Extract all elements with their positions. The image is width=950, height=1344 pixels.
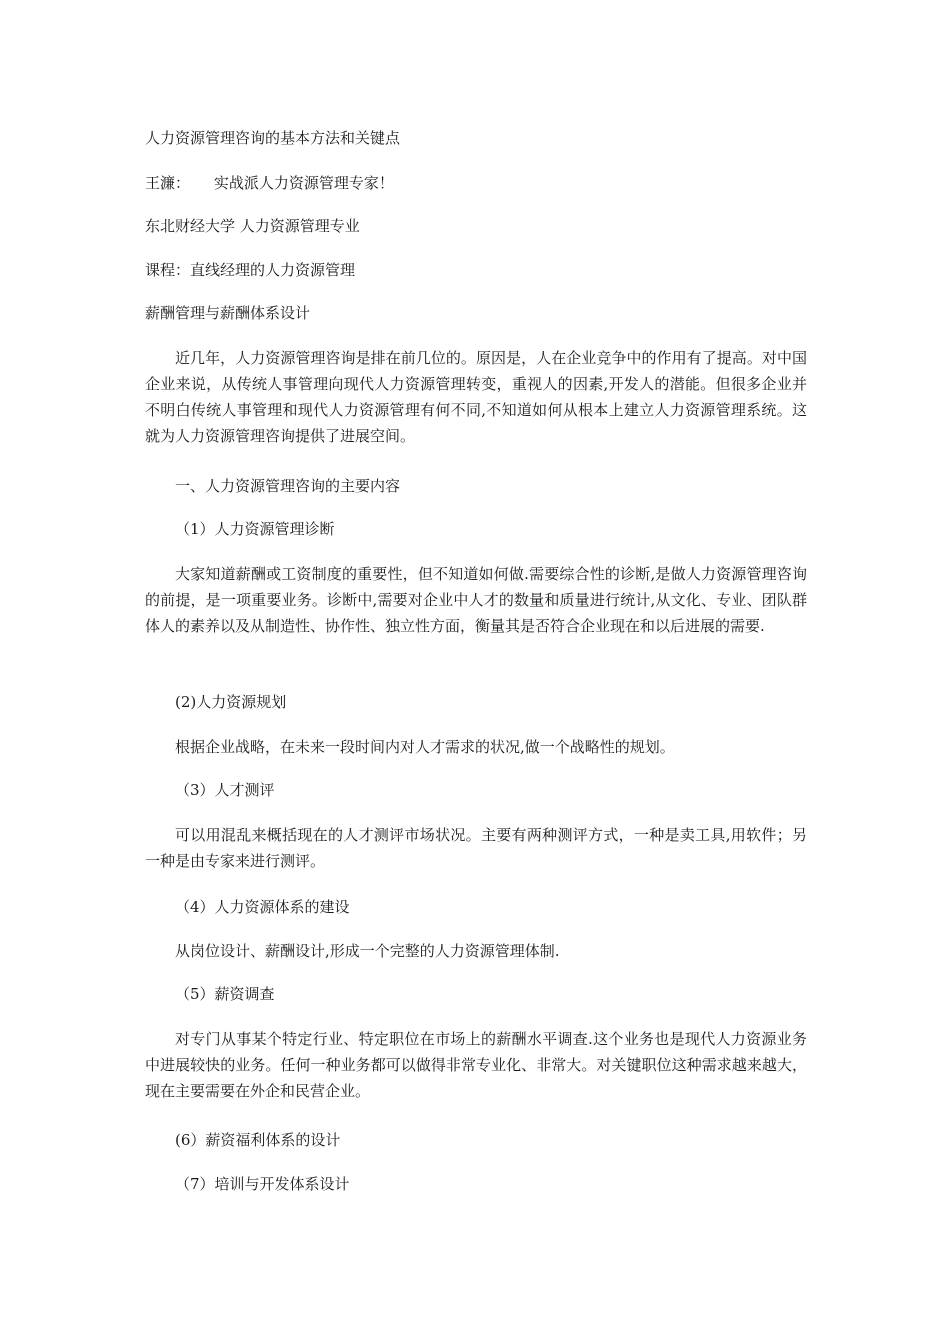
item5-heading: （5）薪资调查 <box>175 985 275 1003</box>
item4-body: 从岗位设计、薪酬设计,形成一个完整的人力资源管理体制. <box>175 942 560 960</box>
item1-heading: （1）人力资源管理诊断 <box>175 520 335 538</box>
item3-heading: （3）人才测评 <box>175 781 275 799</box>
topic-line: 薪酬管理与薪酬体系设计 <box>145 304 311 322</box>
course-line: 课程：直线经理的人力资源管理 <box>145 261 356 279</box>
item2-body: 根据企业战略，在未来一段时间内对人才需求的状况,做一个战略性的规划。 <box>175 738 675 756</box>
item7-heading: （7）培训与开发体系设计 <box>175 1175 350 1193</box>
item3-body: 可以用混乱来概括现在的人才测评市场状况。主要有两种测评方式，一种是卖工具,用软件；另一种是由专家来进行测评。 <box>145 826 807 870</box>
item1-body: 大家知道薪酬或工资制度的重要性，但不知道如何做.需要综合性的诊断,是做人力资源管理咨询的前提，是一项重要业务。诊断中,需要对企业中人才的数量和质量进行统计,从文化、专业、团队群体人的素养以及从制造性、协作性、独立性方面，衡量其是否符合企业现在和以后进展的需要. <box>145 565 807 635</box>
author-line: 王濂： 实战派人力资源管理专家！ <box>145 174 394 192</box>
item2-heading: (2)人力资源规划 <box>175 693 287 711</box>
section1-heading: 一、人力资源管理咨询的主要内容 <box>175 477 401 495</box>
document-title: 人力资源管理咨询的基本方法和关键点 <box>145 129 401 147</box>
item6-heading: (6）薪资福利体系的设计 <box>175 1131 341 1149</box>
item4-heading: （4）人力资源体系的建设 <box>175 898 350 916</box>
school-line: 东北财经大学 人力资源管理专业 <box>145 217 360 235</box>
item5-body: 对专门从事某个特定行业、特定职位在市场上的薪酬水平调查.这个业务也是现代人力资源业务中进展较快的业务。任何一种业务都可以做得非常专业化、非常大。对关键职位这种需求越来越大，现在主要需要在外企和民营企业。 <box>145 1030 807 1100</box>
intro-paragraph: 近几年，人力资源管理咨询是排在前几位的。原因是，人在企业竞争中的作用有了提高。对中国企业来说，从传统人事管理向现代人力资源管理转变，重视人的因素,开发人的潜能。但很多企业并不明白传统人事管理和现代人力资源管理有何不同,不知道如何从根本上建立人力资源管理系统。这就为人力资源管理咨询提供了进展空间。 <box>145 349 807 445</box>
